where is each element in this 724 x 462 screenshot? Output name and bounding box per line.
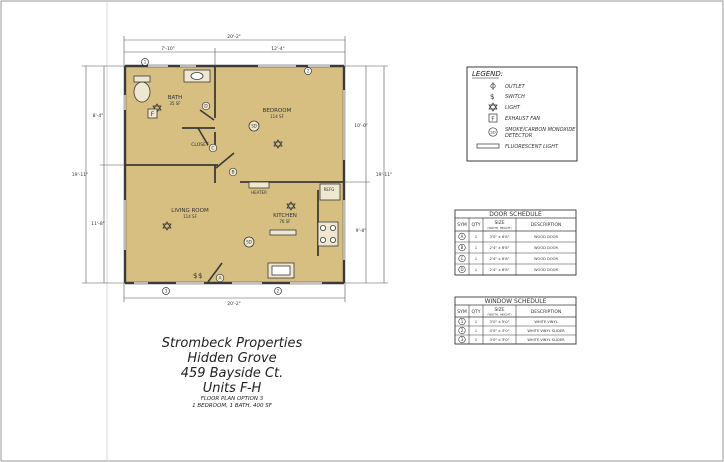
dim-left-upper: 8'-4" xyxy=(92,114,104,119)
refg-label: REFG xyxy=(323,187,335,192)
dim-right-upper: 10'-0" xyxy=(354,124,368,129)
units: Units F-H xyxy=(202,381,262,396)
door-schedule-header-size: SIZE xyxy=(494,221,505,226)
company-name: Strombeck Properties xyxy=(161,336,303,351)
fluorescent-light-icon xyxy=(270,230,296,235)
svg-text:SD: SD xyxy=(490,129,496,135)
sink-basin xyxy=(272,266,290,275)
window-schedule-row-sym: 2 xyxy=(460,327,464,333)
room-name-bedroom: BEDROOM xyxy=(262,108,292,114)
sink-bowl xyxy=(191,73,203,80)
dim-right-lower: 9'-8" xyxy=(355,229,367,234)
dim-top-left: 7'-10" xyxy=(161,47,175,52)
room-area-bath: 35 SF xyxy=(169,101,181,106)
window-tag: 3 xyxy=(164,288,168,294)
window-schedule-row-qty: 1 xyxy=(474,318,478,324)
door-schedule-row-description: WOOD DOOR xyxy=(533,245,559,250)
toilet-tank xyxy=(134,76,150,82)
door-schedule-row-description: WOOD DOOR xyxy=(533,234,559,239)
dim-left-lower: 11'-8" xyxy=(91,222,105,227)
exhaust-fan-label: F xyxy=(150,111,155,118)
plan-summary: 1 BEDROOM, 1 BATH, 400 SF xyxy=(192,403,272,409)
window-schedule-row-size: 3'0" x 5'0" xyxy=(489,318,510,324)
window-tag: 1 xyxy=(143,59,147,65)
switch-icon: $ xyxy=(198,272,203,280)
door-schedule-row-description: WOOD DOOR xyxy=(533,267,559,272)
window-schedule-row-description: WHITE VINYL xyxy=(534,319,558,324)
legend-item-exhaust-fan: EXHAUST FAN xyxy=(505,116,540,122)
door-schedule xyxy=(455,210,576,275)
door-schedule-row-qty: 1 xyxy=(474,244,478,250)
door-schedule-row-sym: C xyxy=(460,255,464,261)
address: 459 Bayside Ct. xyxy=(180,366,284,381)
dim-bottom-total: 20'-2" xyxy=(227,302,241,307)
legend-item-fluorescent: FLUORESCENT LIGHT xyxy=(505,144,559,150)
room-area-kitchen: 76 SF xyxy=(279,219,291,224)
heater-label: HEATER xyxy=(251,190,267,195)
window-schedule-header-size-note: (WIDTH, HEIGHT) xyxy=(487,312,512,317)
room-name-closet: CLOSET xyxy=(191,143,209,148)
door-schedule-row-description: WOOD DOOR xyxy=(533,256,559,261)
range xyxy=(318,222,338,246)
room-area-living: 114 SF xyxy=(183,214,197,219)
legend-item-smoke-detector: SMOKE/CARBON MONOXIDE xyxy=(505,127,576,133)
window-schedule-row-qty: 1 xyxy=(474,327,478,333)
svg-text:F: F xyxy=(491,116,495,123)
door-schedule-title: DOOR SCHEDULE xyxy=(489,211,542,218)
window-schedule-header-qty: QTY xyxy=(471,310,481,315)
plan-option: FLOOR PLAN OPTION 3 xyxy=(200,396,264,402)
window-schedule-row-sym: 3 xyxy=(460,336,464,342)
door-schedule-row-size: 2'4" x 6'8" xyxy=(489,244,510,250)
toilet xyxy=(134,82,150,102)
dim-top-right: 12'-4" xyxy=(271,47,285,52)
window-schedule-header-description: DESCRIPTION xyxy=(530,310,562,315)
room-area-bedroom: 114 SF xyxy=(270,114,284,119)
legend-item-light: LIGHT xyxy=(505,105,520,111)
window-schedule-row-description: WHITE VINYL SLIDER xyxy=(527,337,565,342)
dim-top-total: 20'-2" xyxy=(227,35,241,40)
window-schedule xyxy=(455,297,576,344)
door-schedule-row-sym: B xyxy=(460,244,464,250)
window-tag: 2 xyxy=(276,288,280,294)
door-schedule-row-qty: 1 xyxy=(474,255,478,261)
dim-left-total: 19'-11" xyxy=(71,173,89,178)
room-name-kitchen: KITCHEN xyxy=(273,213,297,219)
door-schedule-row-size: 2'4" x 6'8" xyxy=(489,266,510,272)
door-tag-c: C xyxy=(211,146,215,152)
window-schedule-row-size: 4'0" x 3'0" xyxy=(489,327,510,333)
window-schedule-header-size: SIZE xyxy=(494,308,505,313)
window-tag: 2 xyxy=(306,68,310,74)
room-name-living: LIVING ROOM xyxy=(171,208,209,214)
door-schedule-row-sym: D xyxy=(460,266,464,272)
window-schedule-row-qty: 1 xyxy=(474,336,478,342)
legend-item-smoke-detector-2: DETECTOR xyxy=(505,133,533,139)
door-schedule-header-size-note: (WIDTH, HEIGHT) xyxy=(487,226,512,230)
window-schedule-row-description: WHITE VINYL SLIDER xyxy=(527,328,565,333)
door-schedule-header-description: DESCRIPTION xyxy=(530,223,562,228)
smoke-detector-label: SD xyxy=(251,123,257,129)
door-schedule-row-sym: A xyxy=(460,233,464,239)
smoke-detector-label: SD xyxy=(246,239,252,245)
project-name: Hidden Grove xyxy=(187,351,277,366)
legend-item-outlet: OUTLET xyxy=(505,84,525,90)
door-schedule-header-sym: SYM xyxy=(457,223,467,228)
door-tag-a: A xyxy=(218,276,222,282)
door-schedule-row-size: 2'4" x 6'8" xyxy=(489,255,510,261)
door-schedule-row-size: 3'0" x 6'8" xyxy=(489,233,510,239)
window-schedule-row-size: 3'0" x 3'0" xyxy=(489,336,510,342)
room-name-bath: BATH xyxy=(167,95,183,101)
door-schedule-header-qty: QTY xyxy=(471,223,481,228)
dim-right-total: 19'-11" xyxy=(375,173,393,178)
window-schedule-header-sym: SYM xyxy=(457,310,467,315)
window-schedule-row-sym: 1 xyxy=(460,318,464,324)
switch-icon: $ xyxy=(490,93,495,101)
door-tag-b: B xyxy=(231,170,235,176)
door-schedule-row-qty: 1 xyxy=(474,233,478,239)
door-schedule-row-qty: 1 xyxy=(474,266,478,272)
switch-icon: $ xyxy=(193,272,198,280)
heater-unit xyxy=(249,182,269,188)
window-schedule-title: WINDOW SCHEDULE xyxy=(484,298,547,305)
door-tag-d: D xyxy=(204,104,208,110)
legend xyxy=(467,67,577,161)
legend-item-switch: SWITCH xyxy=(505,94,525,100)
legend-title: LEGEND: xyxy=(472,70,504,78)
